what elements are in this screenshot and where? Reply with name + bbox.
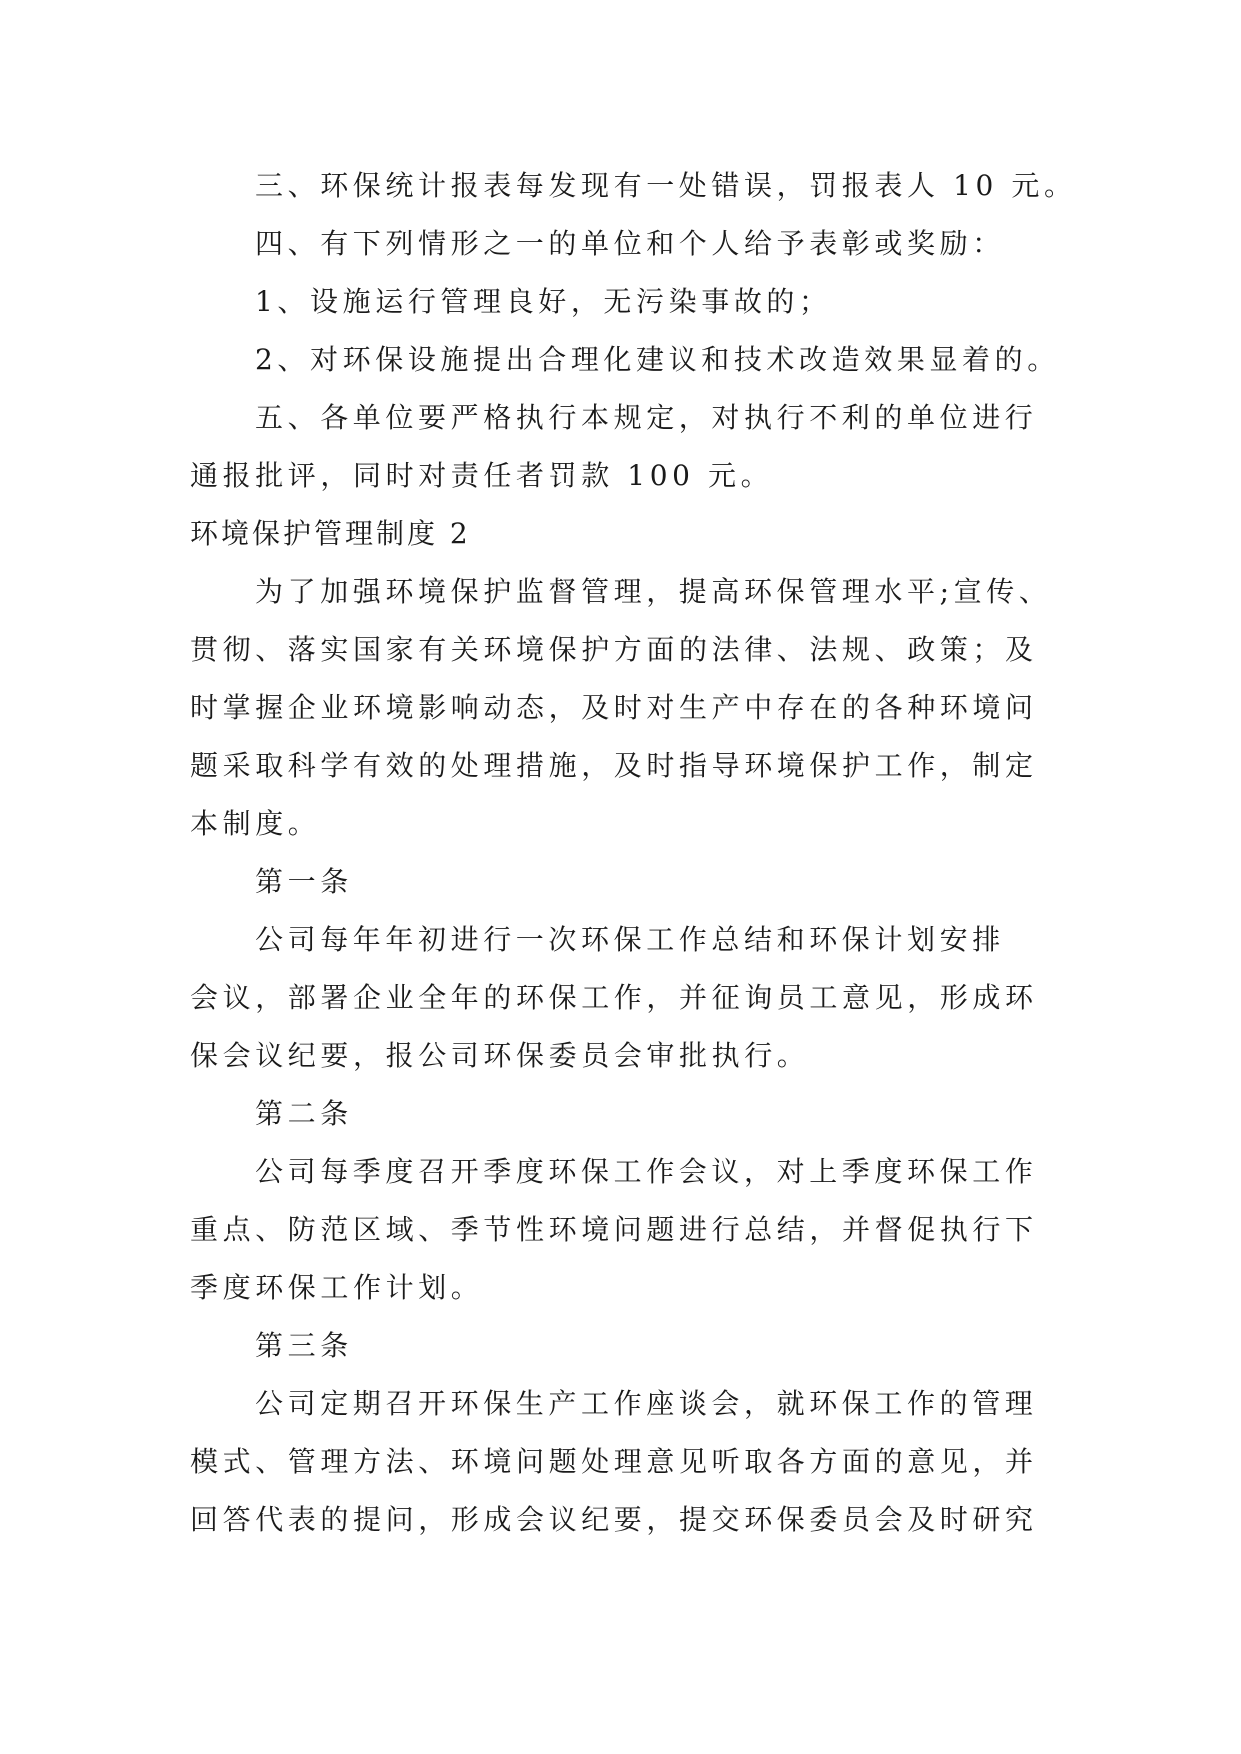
text-line: 本制度。 [190, 807, 321, 840]
text-line: 题采取科学有效的处理措施，及时指导环境保护工作，制定 [190, 749, 1038, 782]
text-line: 公司每季度召开季度环保工作会议，对上季度环保工作 [255, 1155, 1038, 1188]
text-line: 时掌握企业环境影响动态，及时对生产中存在的各种环境问 [190, 691, 1038, 724]
text-line: 回答代表的提问，形成会议纪要，提交环保委员会及时研究 [190, 1503, 1038, 1536]
text-line: 重点、防范区域、季节性环境问题进行总结，并督促执行下 [190, 1213, 1038, 1246]
text-line: 五、各单位要严格执行本规定，对执行不利的单位进行 [255, 401, 1038, 434]
text-line: 2、对环保设施提出合理化建议和技术改造效果显着的。 [255, 343, 1060, 376]
section-heading: 环境保护管理制度 2 [190, 517, 471, 550]
text-line: 1、设施运行管理良好，无污染事故的； [255, 285, 832, 318]
text-line: 通报批评，同时对责任者罚款 100 元。 [190, 459, 774, 492]
text-line: 公司定期召开环保生产工作座谈会，就环保工作的管理 [255, 1387, 1038, 1420]
text-line: 三、环保统计报表每发现有一处错误，罚报表人 10 元。 [255, 169, 1077, 202]
text-line: 公司每年年初进行一次环保工作总结和环保计划安排 [255, 923, 1005, 956]
text-line: 四、有下列情形之一的单位和个人给予表彰或奖励： [255, 227, 1005, 260]
text-line: 季度环保工作计划。 [190, 1271, 484, 1304]
text-line: 为了加强环境保护监督管理，提高环保管理水平;宣传、 [255, 575, 1052, 608]
text-line: 贯彻、落实国家有关环境保护方面的法律、法规、政策；及 [190, 633, 1038, 666]
text-line: 保会议纪要，报公司环保委员会审批执行。 [190, 1039, 810, 1072]
text-line: 模式、管理方法、环境问题处理意见听取各方面的意见，并 [190, 1445, 1038, 1478]
article-heading: 第一条 [255, 865, 353, 898]
text-line: 会议，部署企业全年的环保工作，并征询员工意见，形成环 [190, 981, 1038, 1014]
article-heading: 第三条 [255, 1329, 353, 1362]
article-heading: 第二条 [255, 1097, 353, 1130]
